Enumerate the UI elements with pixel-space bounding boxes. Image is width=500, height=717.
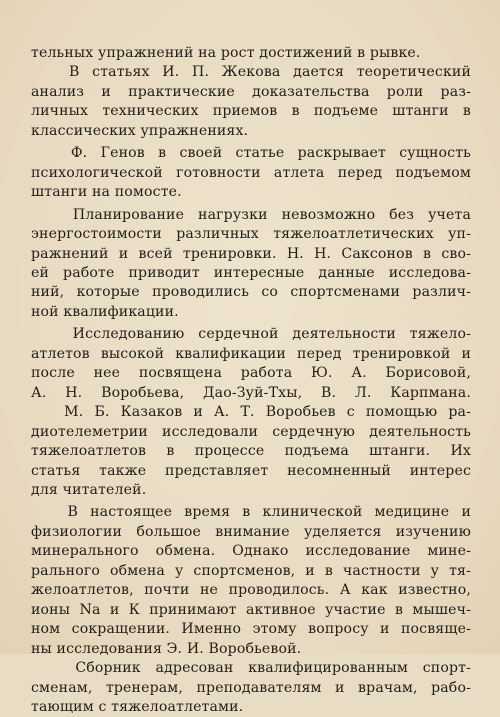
body-text: [31, 44, 471, 717]
text-line: ионы Na и К принимают активное участие в мышеч-: [31, 601, 471, 618]
text-line: сменам, тренерам, преподавателям и врачам, рабо-: [31, 679, 471, 696]
text-line: желоатлетов, почти не проводилось. А как известно,: [31, 582, 471, 599]
text-line: атлетов высокой квалификации перед тренировкой и: [31, 345, 471, 362]
text-line: ей работе приводит интересные данные исследова-: [31, 264, 471, 281]
paragraph-audience: [31, 659, 471, 717]
text-line: после нее посвящена работа Ю. А. Борисовой,: [31, 365, 471, 382]
paragraph-saksonov: [31, 206, 471, 323]
text-line: М. Б. Казаков и А. Т. Воробьев с помощью ра-: [31, 404, 471, 421]
paragraph-borisova: [31, 325, 471, 403]
text-line: ражнений и всей тренировки. Н. Н. Саксонов в сво-: [31, 245, 471, 262]
paragraph-genov: [31, 144, 471, 202]
paragraph-kazakov: [31, 403, 471, 500]
text-line: минерального обмена. Однако исследование мине-: [31, 543, 471, 560]
text-line: физиологии большое внимание уделяется изучению: [31, 523, 471, 540]
text-line: личных технических приемов в подъеме штанги в: [31, 103, 471, 120]
text-line: для читателей.: [31, 481, 147, 498]
text-line: анализ и практические доказательства роли раз-: [31, 83, 471, 100]
text-line: Сборник адресован квалифицированным спорт-: [31, 660, 471, 677]
text-line: ном сокращении. Именно этому вопросу и посвяще-: [31, 621, 471, 638]
text-line: штанги на помосте.: [31, 184, 182, 201]
text-line: ний, которые проводились со спортсменами различ-: [31, 284, 471, 301]
text-line: тяжелоатлетов в процессе подъема штанги. Их: [31, 443, 471, 460]
text-line: классических упражнениях.: [31, 122, 249, 139]
text-line: Планирование нагрузки невозможно без учета: [31, 206, 471, 223]
text-line: рального обмена у спортсменов, и в частности у тя-: [31, 562, 471, 579]
text-line: тельных упражнений на рост достижений в рывке.: [31, 45, 421, 61]
text-line: тающим с тяжелоатлетами.: [31, 698, 244, 715]
paragraph-vorobyeva: [31, 503, 471, 659]
text-line: статья также представляет несомненный интерес: [31, 462, 471, 479]
paragraph-zhekov: [31, 63, 471, 141]
text-line: ны исследования Э. И. Воробьевой.: [31, 640, 302, 657]
text-line: В статьях И. П. Жекова дается теоретический: [31, 64, 471, 81]
text-line: диотелеметрии исследовали сердечную деятельность: [31, 423, 471, 440]
text-line: В настоящее время в клинической медицине и: [31, 504, 471, 521]
text-line: психологической готовности атлета перед подъемом: [31, 164, 471, 181]
text-line: ной квалификации.: [31, 303, 179, 320]
text-line: А. Н. Воробьева, Дао-Зуй-Тхы, В. Л. Карпмана.: [31, 384, 471, 401]
text-line: энергостоимости различных тяжелоатлетических уп-: [31, 226, 471, 243]
text-line: Ф. Генов в своей статье раскрывает сущность: [31, 145, 471, 162]
paragraph-continuation: [31, 44, 471, 63]
text-line: Исследованию сердечной деятельности тяжело-: [31, 326, 471, 343]
